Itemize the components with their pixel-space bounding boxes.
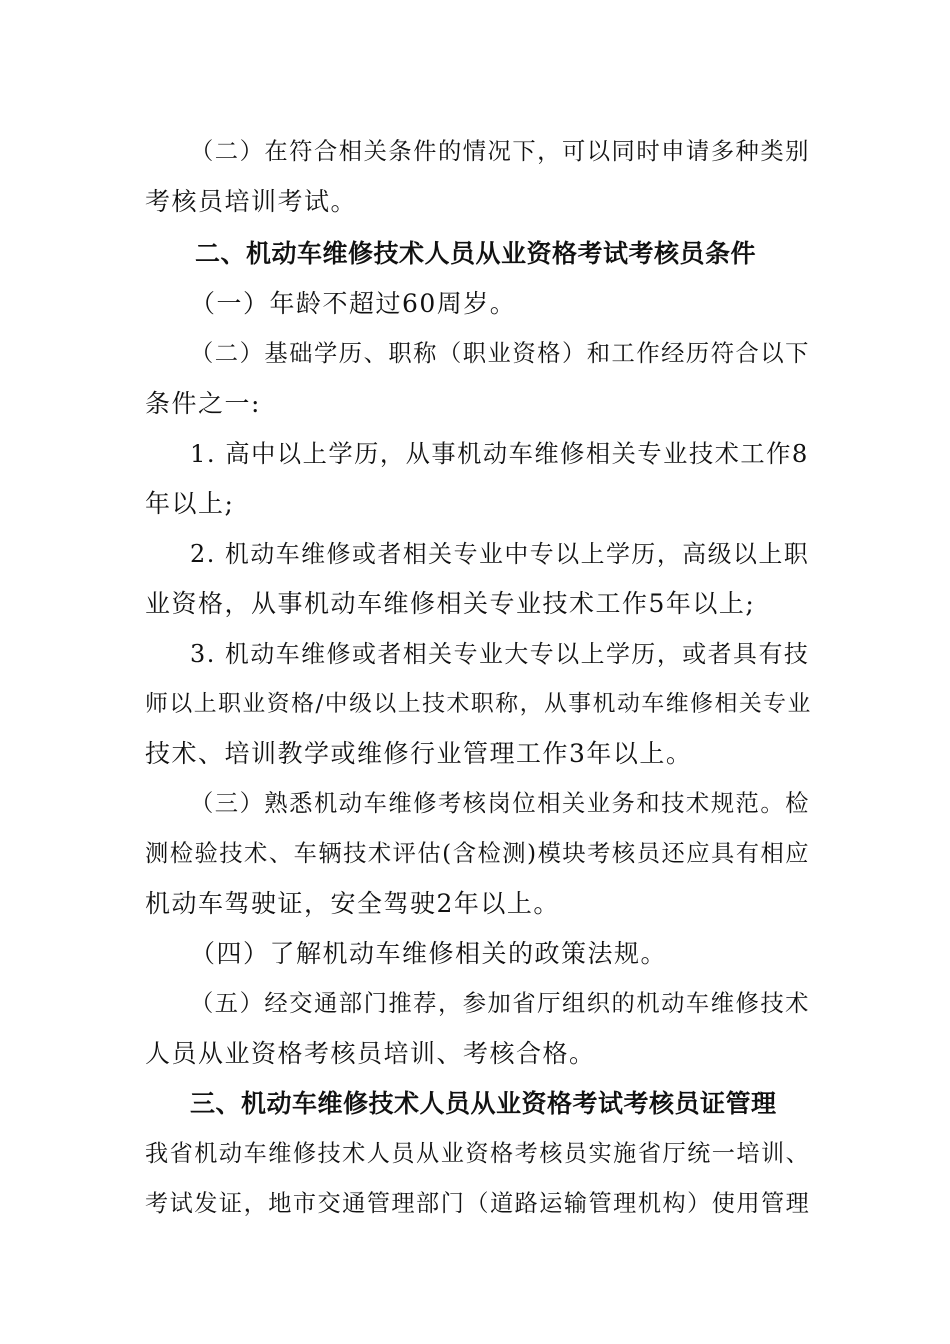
paragraph-line: （二）在符合相关条件的情况下，可以同时申请多种类别 — [190, 138, 810, 165]
paragraph-line: 条件之一: — [145, 389, 261, 418]
list-item-line: 师以上职业资格/中级以上技术职称，从事机动车维修相关专业 — [145, 691, 812, 717]
paragraph-line: 考试发证，地市交通管理部门（道路运输管理机构）使用管理 — [145, 1191, 811, 1217]
paragraph-line: 考核员培训考试。 — [145, 187, 358, 216]
paragraph-line: （二）基础学历、职称（职业资格）和工作经历符合以下 — [190, 340, 810, 367]
section-heading: 二、机动车维修技术人员从业资格考试考核员条件 — [195, 239, 757, 268]
list-item-line: 技术、培训教学或维修行业管理工作3年以上。 — [145, 739, 693, 768]
section-heading: 三、机动车维修技术人员从业资格考试考核员证管理 — [190, 1089, 777, 1118]
paragraph-line: 测检验技术、车辆技术评估(含检测)模块考核员还应具有相应 — [145, 840, 811, 867]
paragraph-line: （五）经交通部门推荐，参加省厅组织的机动车维修技术 — [190, 990, 810, 1017]
paragraph-line: 人员从业资格考核员培训、考核合格。 — [145, 1039, 596, 1068]
list-item-line: 1. 高中以上学历，从事机动车维修相关专业技术工作8 — [190, 439, 809, 468]
list-item-line: 业资格，从事机动车维修相关专业技术工作5年以上; — [145, 589, 756, 618]
list-item-line: 2. 机动车维修或者相关专业中专以上学历，高级以上职 — [190, 540, 810, 568]
paragraph-line: （一）年龄不超过60周岁。 — [190, 289, 517, 318]
paragraph-line: 机动车驾驶证，安全驾驶2年以上。 — [145, 889, 560, 918]
list-item-line: 3. 机动车维修或者相关专业大专以上学历，或者具有技 — [190, 640, 810, 668]
paragraph-line: 我省机动车维修技术人员从业资格考核员实施省厅统一培训、 — [145, 1141, 811, 1167]
list-item-line: 年以上; — [145, 489, 235, 518]
paragraph-line: （四）了解机动车维修相关的政策法规。 — [190, 939, 668, 968]
paragraph-line: （三）熟悉机动车维修考核岗位相关业务和技术规范。检 — [190, 790, 810, 817]
